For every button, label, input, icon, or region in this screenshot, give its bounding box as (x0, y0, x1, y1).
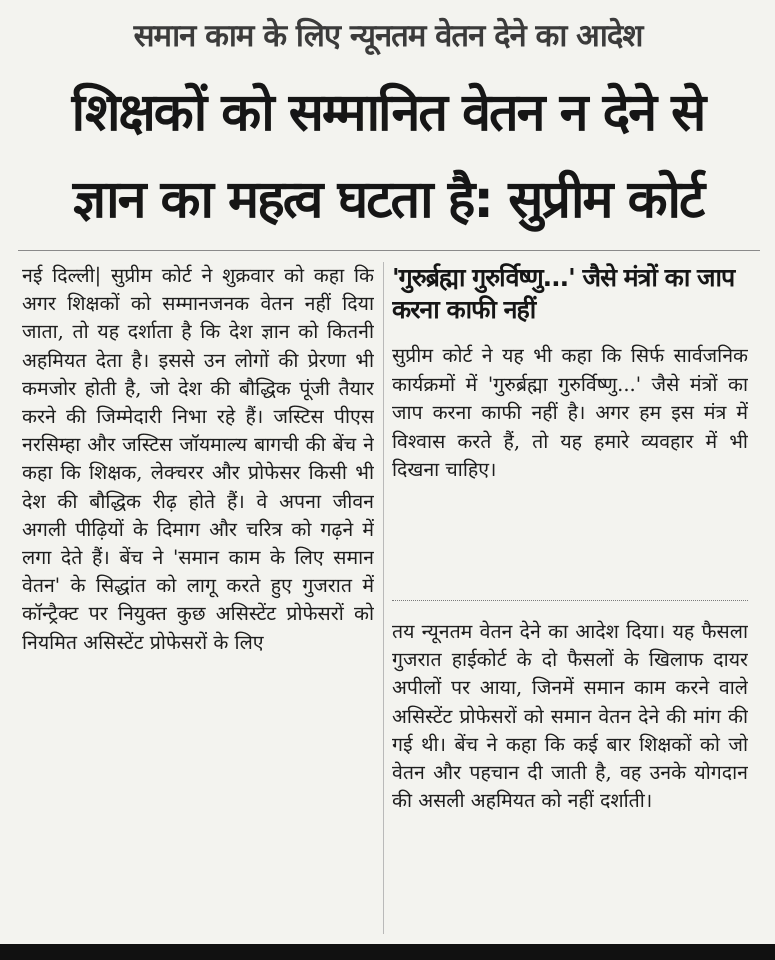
headline-divider (18, 250, 760, 251)
sidebar-box-heading: 'गुरुर्ब्रह्मा गुरुर्विष्णु...' जैसे मंत्रों का जाप करना काफी नहीं (392, 263, 735, 324)
main-headline-line-2: ज्ञान का महत्व घटता है: सुप्रीम कोर्ट (72, 170, 704, 230)
kicker-headline: समान काम के लिए न्यूनतम वेतन देने का आदेश (133, 18, 643, 54)
article-right-column: तय न्यूनतम वेतन देने का आदेश दिया। यह फैसला गुजरात हाईकोर्ट के दो फैसलों के खिलाफ दायर अपीलों पर आया, जिनमें समान काम करने वाले असिस्टेंट प्रोफेसरों को समान वेतन देने की मांग की गई थी। बेंच ने कहा कि कई बार शिक्षकों को जो वेतन और पहचान दी जाती है, वह उनके योगदान की असली अहमियत को नहीं दर्शाती। (392, 620, 748, 813)
article-left-column: नई दिल्ली| सुप्रीम कोर्ट ने शुक्रवार को कहा कि अगर शिक्षकों को सम्मानजनक वेतन नहीं दिया जाता, तो यह दर्शाता है कि देश ज्ञान को कितनी अहमियत देता है। इससे उन लोगों की प्रेरणा भी कमजोर होती है, जो देश की बौद्धिक पूंजी तैयार करने की जिम्मेदारी निभा रहे हैं। जस्टिस पीएस नरसिम्हा और जस्टिस जॉयमाल्य बागची की बेंच ने कहा कि शिक्षक, लेक्चरर और प्रोफेसर किसी भी देश की बौद्धिक रीढ़ होते हैं। वे अपना जीवन अगली पीढ़ियों के दिमाग और चरित्र को गढ़ने में लगा देते हैं। बेंच ने 'समान काम के लिए समान वेतन' के सिद्धांत को लागू करते हुए गुजरात में कॉन्ट्रैक्ट पर नियुक्त कुछ असिस्टेंट प्रोफेसरों को नियमित असिस्टेंट प्रोफेसरों के लिए (22, 264, 374, 654)
sidebar-box (392, 262, 748, 594)
sidebar-box-body: सुप्रीम कोर्ट ने यह भी कहा कि सिर्फ सार्वजनिक कार्यक्रमों में 'गुरुर्ब्रह्मा गुरुर्विष्णु...' जैसे मंत्रों का जाप करना काफी नहीं है। अगर हम इस मंत्र में विश्वास करते हैं, तो यह हमारे व्यवहार में भी दिखना चाहिए। (392, 344, 748, 481)
bottom-border (0, 944, 775, 960)
column-divider (383, 262, 384, 934)
sidebar-box-dotted-divider (392, 600, 748, 601)
main-headline-line-1: शिक्षकों को सम्मानित वेतन न देने से (71, 83, 705, 143)
